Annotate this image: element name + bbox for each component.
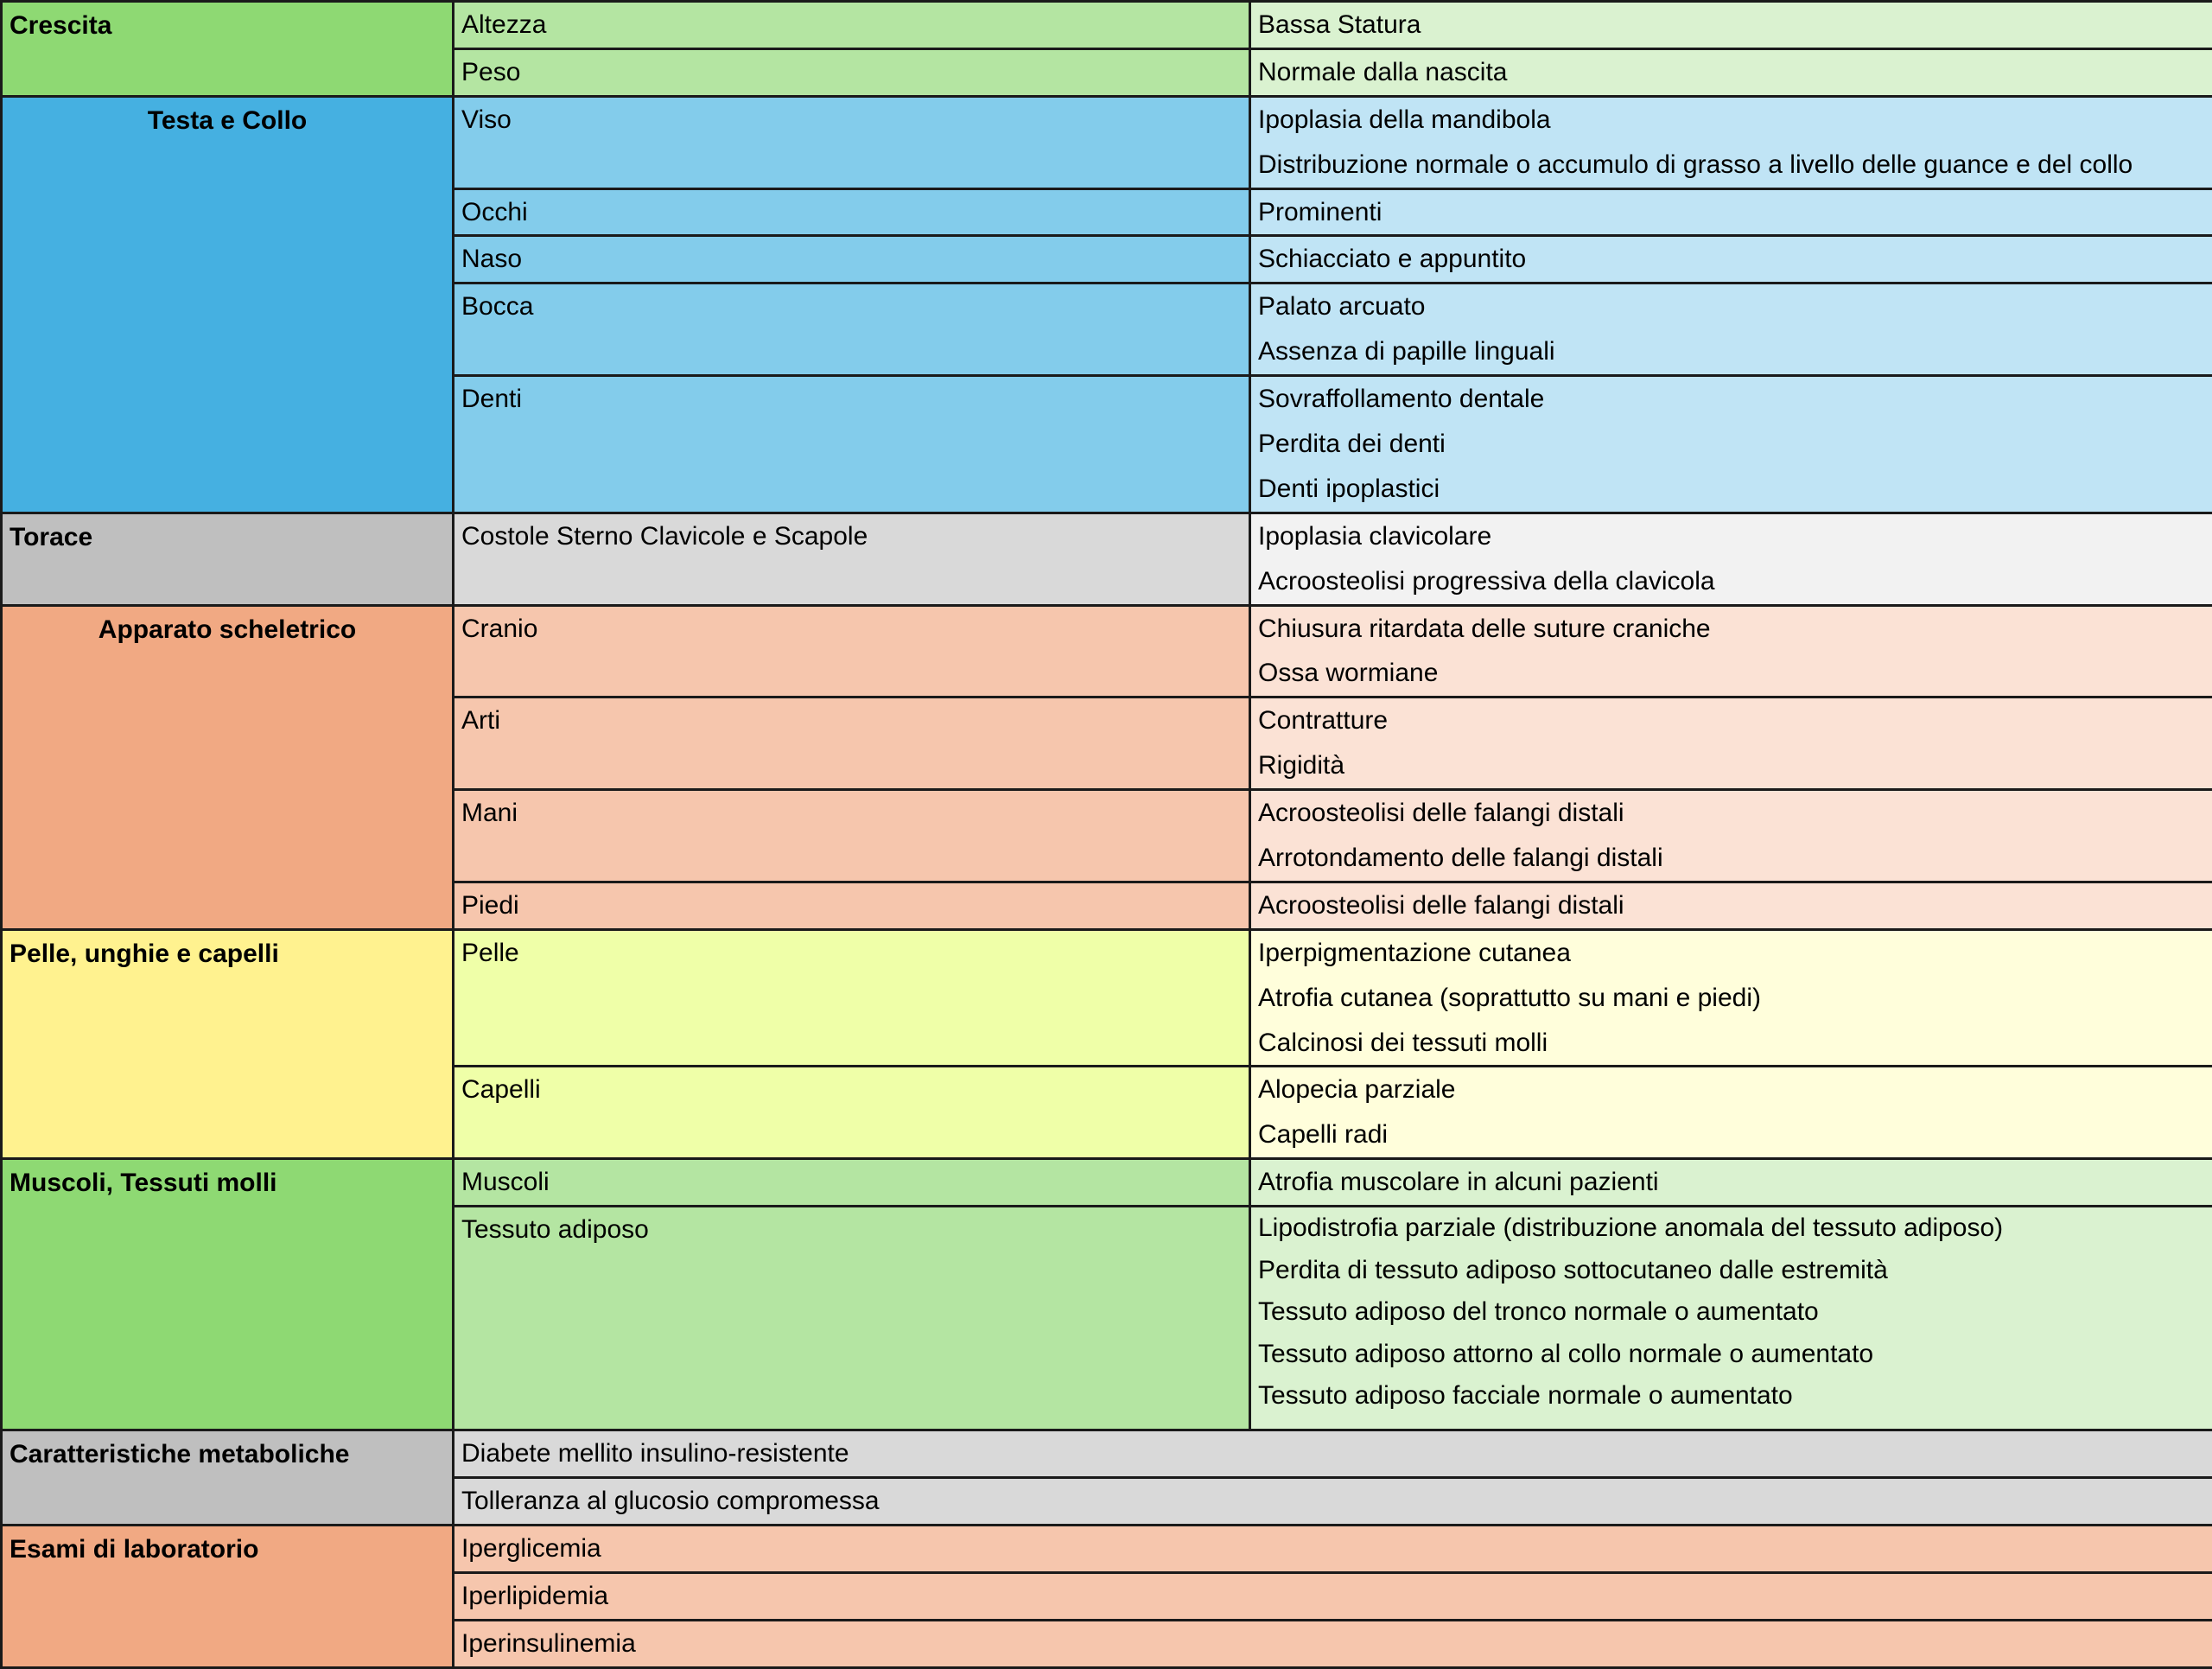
value-line: Tessuto adiposo facciale normale o aumentato	[1251, 1375, 2212, 1417]
value-line: Normale dalla nascita	[1251, 50, 2212, 95]
category-cell: Muscoli, Tessuti molli	[2, 1159, 454, 1430]
subcategory-cell: Cranio	[454, 605, 1250, 698]
table-row	[2, 1525, 2212, 1572]
value-cell	[1250, 2, 2212, 49]
value-line: Bassa Statura	[1251, 3, 2212, 48]
value-line: Iperglicemia	[454, 1526, 2212, 1571]
table-row	[2, 1430, 2212, 1478]
value-line: Perdita di tessuto adiposo sottocutaneo dalle estremità	[1251, 1250, 2212, 1292]
category-cell: Esami di laboratorio	[2, 1525, 454, 1667]
subcategory-cell: Capelli	[454, 1067, 1250, 1159]
value-cell	[454, 1525, 2212, 1572]
subcategory-cell: Naso	[454, 236, 1250, 283]
category-cell: Crescita	[2, 2, 454, 97]
value-line: Diabete mellito insulino-resistente	[454, 1431, 2212, 1476]
table-row	[2, 96, 2212, 188]
value-line: Palato arcuato	[1251, 284, 2212, 329]
value-line: Ipoplasia della mandibola	[1251, 98, 2212, 143]
value-line: Capelli radi	[1251, 1112, 2212, 1157]
table-row	[2, 929, 2212, 1067]
value-line: Prominenti	[1251, 190, 2212, 235]
value-line: Acroosteolisi progressiva della clavicola	[1251, 559, 2212, 604]
value-line: Calcinosi dei tessuti molli	[1251, 1021, 2212, 1066]
value-line: Perdita dei denti	[1251, 422, 2212, 467]
subcategory-cell: Viso	[454, 96, 1250, 188]
subcategory-cell: Denti	[454, 376, 1250, 513]
subcategory-cell: Tessuto adiposo	[454, 1207, 1250, 1430]
value-line: Tolleranza al glucosio compromessa	[454, 1479, 2212, 1524]
value-line: Chiusura ritardata delle suture craniche	[1251, 607, 2212, 652]
value-cell	[454, 1572, 2212, 1620]
value-line: Iperpigmentazione cutanea	[1251, 931, 2212, 976]
value-cell	[1250, 96, 2212, 188]
value-line: Rigidità	[1251, 743, 2212, 788]
value-cell	[1250, 605, 2212, 698]
value-cell	[1250, 376, 2212, 513]
value-line: Atrofia cutanea (soprattutto su mani e piedi)	[1251, 976, 2212, 1021]
value-line: Iperinsulinemia	[454, 1621, 2212, 1666]
subcategory-cell: Mani	[454, 790, 1250, 882]
value-cell	[1250, 236, 2212, 283]
table-row	[2, 513, 2212, 605]
value-cell	[454, 1430, 2212, 1478]
category-cell: Apparato scheletrico	[2, 605, 454, 929]
category-cell: Caratteristiche metaboliche	[2, 1430, 454, 1526]
value-cell	[1250, 882, 2212, 929]
value-line: Distribuzione normale o accumulo di grasso a livello delle guance e del collo	[1251, 143, 2212, 188]
value-line: Acroosteolisi delle falangi distali	[1251, 791, 2212, 836]
value-line: Ossa wormiane	[1251, 651, 2212, 696]
table-row	[2, 1159, 2212, 1207]
value-line: Atrofia muscolare in alcuni pazienti	[1251, 1160, 2212, 1205]
table-row	[2, 605, 2212, 698]
value-cell	[1250, 929, 2212, 1067]
value-cell	[1250, 188, 2212, 236]
subcategory-cell: Piedi	[454, 882, 1250, 929]
value-line: Assenza di papille linguali	[1251, 329, 2212, 374]
table-row	[2, 2, 2212, 49]
value-line: Sovraffollamento dentale	[1251, 377, 2212, 422]
category-cell: Torace	[2, 513, 454, 605]
value-cell	[1250, 698, 2212, 790]
value-cell	[1250, 1207, 2212, 1430]
value-cell	[454, 1620, 2212, 1667]
value-line: Contratture	[1251, 698, 2212, 743]
value-line: Alopecia parziale	[1251, 1067, 2212, 1112]
category-cell: Pelle, unghie e capelli	[2, 929, 454, 1158]
value-line: Ipoplasia clavicolare	[1251, 514, 2212, 559]
category-cell: Testa e Collo	[2, 96, 454, 513]
subcategory-cell: Peso	[454, 48, 1250, 96]
value-line: Tessuto adiposo attorno al collo normale o aumentato	[1251, 1334, 2212, 1376]
value-cell	[1250, 1067, 2212, 1159]
subcategory-cell: Occhi	[454, 188, 1250, 236]
subcategory-cell: Pelle	[454, 929, 1250, 1067]
value-cell	[1250, 1159, 2212, 1207]
value-cell	[1250, 790, 2212, 882]
value-line: Tessuto adiposo del tronco normale o aumentato	[1251, 1291, 2212, 1334]
value-line: Arrotondamento delle falangi distali	[1251, 836, 2212, 881]
value-cell	[1250, 513, 2212, 605]
value-line: Acroosteolisi delle falangi distali	[1251, 883, 2212, 928]
subcategory-cell: Altezza	[454, 2, 1250, 49]
value-cell	[1250, 283, 2212, 376]
value-cell	[1250, 48, 2212, 96]
value-line: Lipodistrofia parziale (distribuzione anomala del tessuto adiposo)	[1251, 1207, 2212, 1250]
subcategory-cell: Bocca	[454, 283, 1250, 376]
value-line: Iperlipidemia	[454, 1574, 2212, 1619]
subcategory-cell: Muscoli	[454, 1159, 1250, 1207]
value-line: Schiacciato e appuntito	[1251, 237, 2212, 282]
value-line: Denti ipoplastici	[1251, 467, 2212, 512]
subcategory-cell: Arti	[454, 698, 1250, 790]
subcategory-cell: Costole Sterno Clavicole e Scapole	[454, 513, 1250, 605]
value-cell	[454, 1478, 2212, 1526]
